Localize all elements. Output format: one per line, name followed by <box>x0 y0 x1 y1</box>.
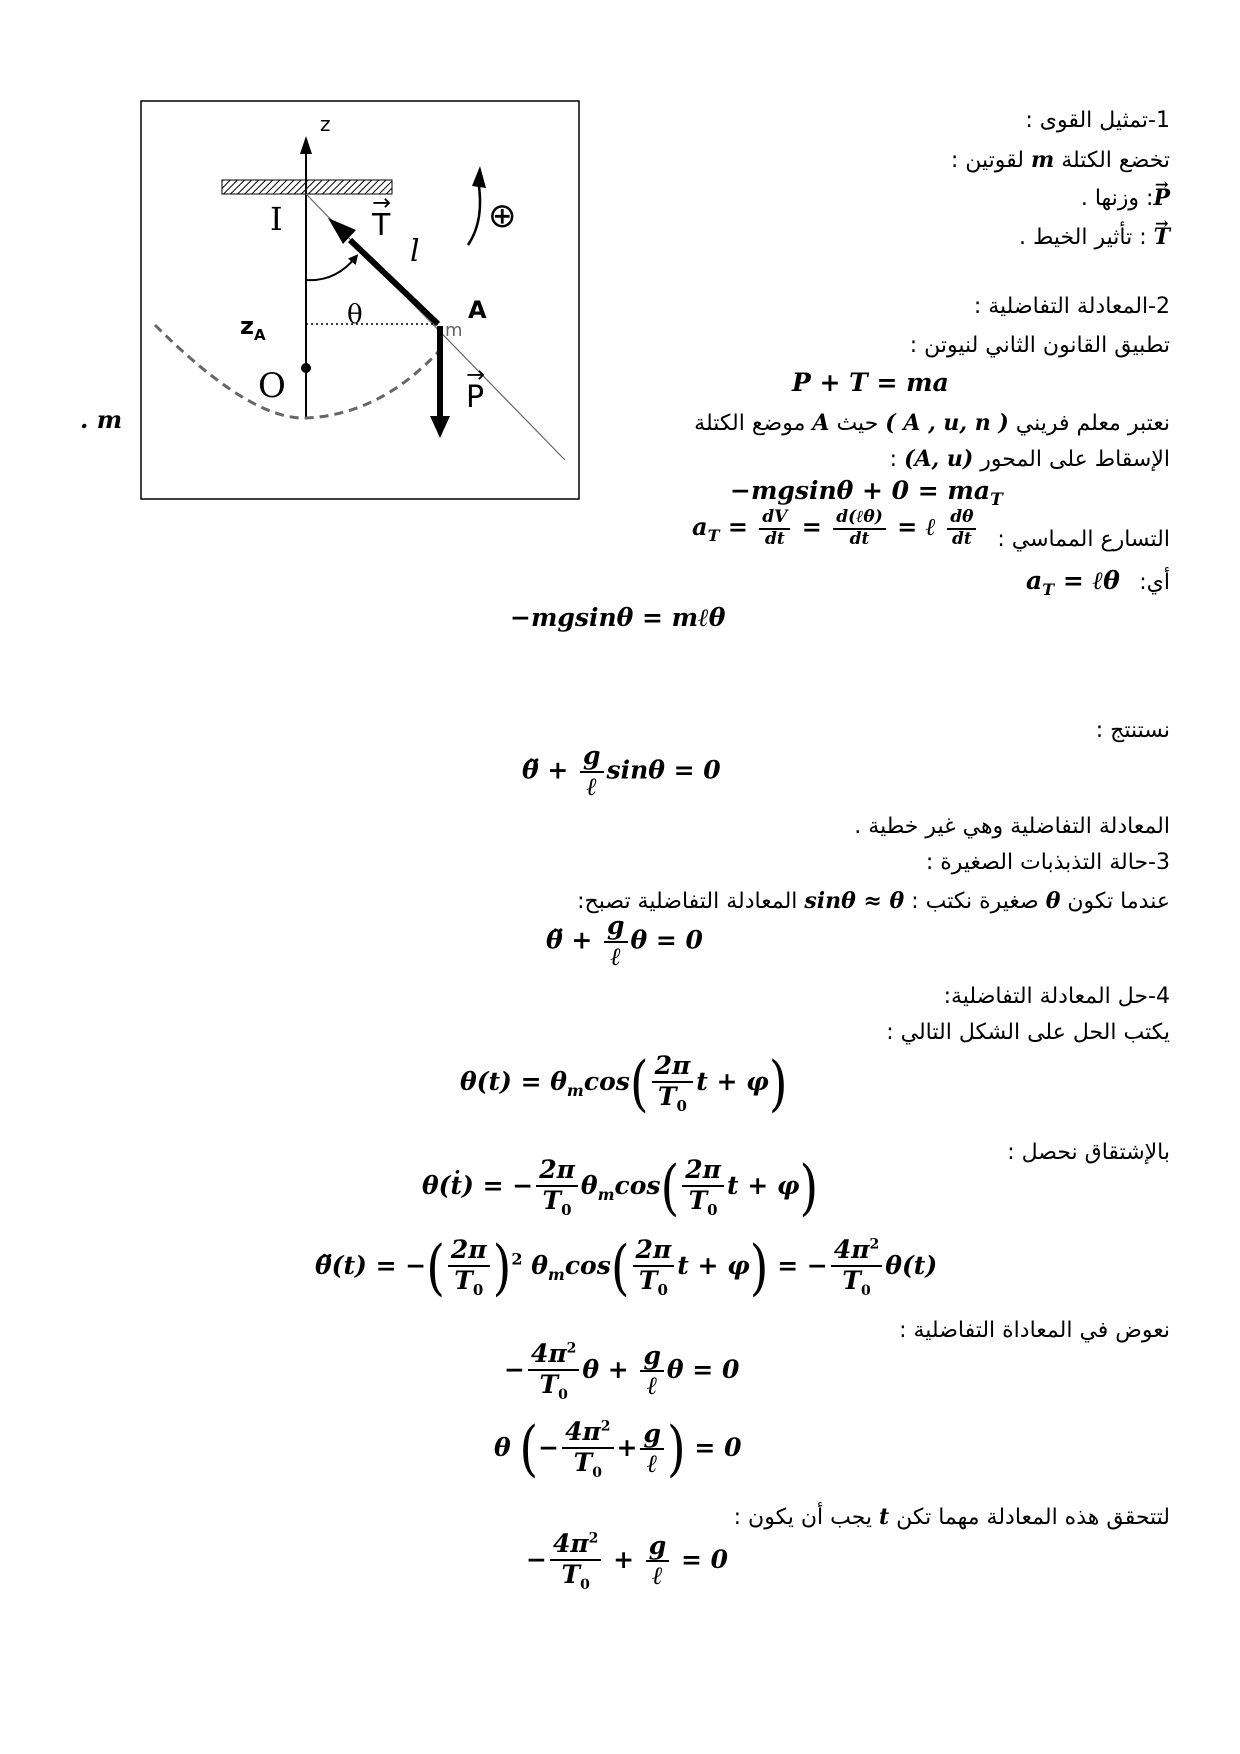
eq-proj-sub: T <box>990 490 1003 510</box>
s2-frenet-A: A <box>812 410 830 436</box>
four-pi-c: 4π <box>565 1417 601 1446</box>
eq-factored: θ (− $\frac{4\pi^2}{T_0}$ + $\frac{g}{\text{ℓ}}$ ) = 0 <box>494 1414 742 1485</box>
s1-text-a: تخضع الكتلة <box>1054 148 1170 173</box>
four-pi: 4π <box>833 1235 870 1265</box>
four-pi-b: 4π <box>530 1339 567 1368</box>
s2-proj-a: الإسقاط على المحور <box>973 447 1170 472</box>
paren-open-d: ( <box>610 1232 630 1303</box>
sol-m-c: m <box>547 1265 565 1284</box>
section1-line1 <box>951 143 1170 178</box>
s1-P-text: : وزنها . <box>1080 186 1154 211</box>
eq-proj-text: −mgsinθ + 0 = ma <box>730 476 991 505</box>
T0-T-e: T <box>638 1265 658 1295</box>
frac-T0 <box>652 1083 694 1115</box>
T0-zero-e: 0 <box>657 1280 668 1299</box>
four-pi-sq: 2 <box>869 1236 880 1253</box>
sol-m-b: m <box>597 1185 615 1204</box>
s1-T-symbol: → T <box>1154 220 1170 254</box>
section2-newton: تطبيق القانون الثاني لنيوتن : <box>909 333 1170 358</box>
frac-2pi-e: 2π <box>633 1236 675 1267</box>
paren-open-b: ( <box>660 1152 680 1223</box>
section2-nonlinear: المعادلة التفاضلية وهي غير خطية . <box>854 814 1170 839</box>
sol-cos-c: cos <box>564 1251 611 1280</box>
frac-l-2: ℓ <box>610 941 622 971</box>
T02-zero: 0 <box>860 1282 871 1299</box>
T02-T-c: T <box>573 1447 593 1477</box>
frac-T02-den-c <box>562 1449 613 1481</box>
frac-2pi: 2π <box>652 1052 694 1083</box>
T0-T: T <box>657 1081 677 1111</box>
paren-open: ( <box>629 1048 649 1119</box>
eq-ie-a: a <box>1026 566 1043 595</box>
T0-zero: 0 <box>676 1096 687 1115</box>
eq-small-rest: θ = 0 <box>630 925 703 955</box>
s2-proj-sys: (A, u) <box>904 446 974 472</box>
frac-g-l-4 <box>640 1420 663 1480</box>
square-exp: 2 <box>511 1249 523 1269</box>
frac-2pi-b: 2π <box>536 1156 578 1187</box>
frac-T0-d <box>448 1267 490 1299</box>
frac-2pi-d: 2π <box>448 1236 490 1267</box>
frac-dl-num: d(ℓθ) <box>833 508 886 530</box>
s1-T-text: : تأثير الخيط . <box>1018 225 1154 250</box>
sol-cos: cos <box>583 1067 630 1096</box>
T02-T-b: T <box>539 1369 559 1399</box>
frac-dth-den: dt <box>951 528 972 549</box>
T02-zero-c: 0 <box>592 1464 602 1481</box>
s3-theta: θ <box>1045 888 1061 914</box>
s2-frenet-a: نعتبر معلم فريني <box>1008 411 1170 436</box>
section4-condition <box>734 1500 1170 1535</box>
label-P: → P <box>466 380 484 415</box>
eq-first-derivative: θ(ṫ) = − $\frac{2\pi}{T_0}$ $\theta_m\cos$( $\frac{2\pi}{T_0}$ t + φ) <box>422 1152 819 1223</box>
label-zA-sub: A <box>253 325 266 344</box>
frac-2pi-T0-b <box>536 1156 578 1219</box>
frac-l: ℓ <box>586 771 598 801</box>
label-T: → T <box>372 208 390 243</box>
frac-4pi2-num-c <box>562 1418 613 1449</box>
label-T-vector <box>372 208 390 243</box>
s3-c: المعادلة التفاضلية تصبح: <box>577 889 805 914</box>
frac-4pi2-T02-c <box>562 1418 613 1481</box>
section2-frenet <box>694 406 1170 441</box>
s4-cond-t: t <box>879 1504 890 1530</box>
frac-T0-c <box>682 1187 724 1219</box>
label-I: I <box>270 200 283 238</box>
eq-ie-rhs: ℓθ <box>1092 566 1120 595</box>
section2-conclude: نستنتج : <box>1095 718 1170 743</box>
sol-tail-c: t + φ <box>677 1251 750 1280</box>
paren-close: ) <box>768 1048 788 1119</box>
eq-nl-rest: sinθ = 0 <box>606 755 721 785</box>
label-theta: θ <box>347 300 363 330</box>
frac-T02-den <box>831 1267 882 1299</box>
s4-cond-b: يجب أن يكون : <box>733 1505 880 1530</box>
frac-g-l-2 <box>604 912 627 972</box>
four-pi-sq-d: 2 <box>588 1530 599 1547</box>
label-O: O <box>258 366 286 406</box>
frac-g-l <box>580 742 603 802</box>
eq-ie: $a_T$ = ℓθ <box>1026 566 1120 599</box>
four-pi-sq-c: 2 <box>600 1418 611 1435</box>
T02-zero-b: 0 <box>558 1386 568 1403</box>
eq-nonlinear: θ̈ + $\frac{g}{\text{ℓ}}$ sinθ = 0 <box>522 741 721 801</box>
eq-projection <box>730 476 1003 510</box>
frac-dv-dt <box>759 508 790 549</box>
T0-zero-d: 0 <box>472 1280 484 1299</box>
eq-solution <box>460 1048 788 1119</box>
frac-2pi-T0-e <box>633 1236 675 1299</box>
label-z: z <box>320 112 331 136</box>
s2-frenet-b: حيث <box>829 411 886 436</box>
eq-newton <box>792 368 949 397</box>
paren-close-e: ) <box>666 1414 686 1485</box>
T0-T-b: T <box>542 1185 562 1215</box>
eq-result-text: −mgsinθ = mℓθ <box>510 603 726 632</box>
frac-l-5: ℓ <box>652 1561 663 1591</box>
condition-zero: 0 <box>710 1544 729 1574</box>
frac-g-l-5 <box>646 1532 669 1592</box>
frac-2pi-T0-d <box>448 1236 490 1299</box>
section4-form: يكتب الحل على الشكل التالي : <box>886 1020 1170 1045</box>
label-P-vector <box>466 380 484 415</box>
frac-dl-den: dt <box>849 528 870 549</box>
frac-4pi2-T02-d <box>550 1530 601 1593</box>
eq-second-derivative: θ̈(t) = −( $\frac{2\pi}{T_0}$ )$^2$ $\theta_m\cos$( $\frac{2\pi}{T_0}$ t + φ) = − $\frac{4\pi^2}{T_0}$ θ(t) <box>315 1232 938 1303</box>
eq-subst-rest: θ = 0 <box>666 1354 740 1384</box>
label-zA <box>240 312 266 344</box>
frac-4pi2-T02-b <box>528 1340 579 1403</box>
sol-cos-b: cos <box>614 1171 661 1200</box>
T0-zero-c: 0 <box>707 1200 718 1219</box>
frac-g-3: g <box>640 1342 663 1373</box>
frac-g-2: g <box>604 912 627 943</box>
frac-dltheta-dt <box>833 508 886 549</box>
section3-title: 3-حالة التذبذبات الصغيرة : <box>925 850 1170 875</box>
paren-close-d: ) <box>749 1232 769 1303</box>
paren-open-e: ( <box>519 1414 539 1485</box>
s2-frenet-sys: ( A , u, n ) <box>885 410 1009 436</box>
section4-substitute: نعوض في المعاداة التفاضلية : <box>899 1318 1170 1343</box>
T02-zero-d: 0 <box>580 1576 590 1593</box>
frac-4pi2-num-d <box>550 1530 601 1561</box>
frac-g-l-3 <box>640 1342 663 1402</box>
frac-l-3: ℓ <box>646 1371 658 1401</box>
side-mass-label: . m <box>80 405 123 434</box>
eq-tang-a: a <box>692 512 708 542</box>
factored-zero: 0 <box>724 1432 742 1462</box>
frac-4pi2-T02 <box>831 1236 882 1299</box>
T02-T: T <box>842 1265 861 1295</box>
eq-newton-text: P + T = ma <box>792 368 949 397</box>
s2-proj-b: : <box>889 447 905 472</box>
frac-T0-b <box>536 1187 578 1219</box>
pendulum-figure <box>140 100 580 500</box>
origin-point <box>301 363 311 373</box>
eq-tang-ell: ℓ <box>925 512 936 542</box>
frac-T02-den-b <box>528 1371 579 1403</box>
s2-frenet-c: موضع الكتلة <box>694 411 813 436</box>
label-zA-main: z <box>240 312 254 340</box>
paren-close-c: ) <box>492 1232 512 1303</box>
eq-small-oscillation: θ̈ + $\frac{g}{\text{ℓ}}$ θ = 0 <box>546 911 703 971</box>
sol-tail-b: t + φ <box>726 1171 800 1200</box>
eq-substitution: − $\frac{4\pi^2}{T_0}$ θ + $\frac{g}{\text{ℓ}}$ θ = 0 <box>504 1339 740 1403</box>
T0-zero-b: 0 <box>561 1200 572 1219</box>
s4-cond-a: لتتحقق هذه المعادلة مهما تكن <box>889 1505 1170 1530</box>
frac-dth-num: dθ <box>947 508 976 530</box>
paren-open-c: ( <box>426 1232 445 1303</box>
frac-2pi-c: 2π <box>682 1156 724 1187</box>
sol-lhs: θ(t) = θ <box>460 1067 567 1096</box>
frac-dv-num: dV <box>759 508 790 530</box>
T02-T-d: T <box>561 1559 581 1589</box>
section4-derive: بالإشتقاق نحصل : <box>1007 1140 1170 1165</box>
frac-4pi2-num <box>831 1236 882 1267</box>
section2-ie <box>1139 566 1170 600</box>
frac-dv-den: dt <box>764 528 785 549</box>
frac-g: g <box>580 742 603 773</box>
frac-2pi-T0-c <box>682 1156 724 1219</box>
section1-T <box>1019 220 1170 255</box>
T0-T-c: T <box>688 1185 708 1215</box>
label-oplus: ⊕ <box>488 196 517 236</box>
section1-title: 1-تمثيل القوى : <box>1025 108 1170 133</box>
eq-ie-sub: T <box>1042 580 1055 599</box>
frac-T02-den-d <box>550 1561 601 1593</box>
s1-text-b: لقوتين : <box>950 148 1031 173</box>
frac-l-4: ℓ <box>646 1449 658 1479</box>
section2-projection <box>890 442 1170 477</box>
frac-g-4: g <box>640 1420 663 1451</box>
eq-tang-sub: T <box>707 525 720 545</box>
s1-mass: m <box>1030 147 1055 173</box>
section4-title: 4-حل المعادلة التفاضلية: <box>943 984 1170 1009</box>
sol-m: m <box>566 1081 584 1100</box>
T0-T-d: T <box>454 1265 473 1295</box>
four-pi-sq-b: 2 <box>566 1340 577 1357</box>
s1-P-symbol: → P <box>1153 181 1170 215</box>
frac-T0-e <box>633 1267 675 1299</box>
frac-2pi-T0 <box>652 1052 694 1115</box>
eq-condition: − $\frac{4\pi^2}{T_0}$ + $\frac{g}{\text{ℓ}}$ = 0 <box>526 1529 729 1593</box>
eq-result <box>510 603 725 633</box>
s2-ie-label: أي: <box>1139 570 1170 595</box>
label-A: A <box>468 296 487 324</box>
frac-4pi2-num-b <box>528 1340 579 1371</box>
label-m: m <box>445 320 463 341</box>
section2-tangential-label: التسارع المماسي : <box>997 527 1170 552</box>
s3-b: صغيرة نكتب : <box>904 889 1046 914</box>
four-pi-d: 4π <box>552 1529 589 1558</box>
paren-close-b: ) <box>799 1152 819 1223</box>
section2-title: 2-المعادلة التفاضلية : <box>973 294 1170 319</box>
s3-approx: sinθ ≈ θ <box>804 888 905 914</box>
s3-a: عندما تكون <box>1060 889 1170 914</box>
frac-g-5: g <box>646 1532 669 1563</box>
sol-tail: t + φ <box>696 1067 769 1096</box>
eq-tangential: $a_T$ = $\frac{dV}{dt}$ = $\frac{\text{d(ℓθ)}}{dt}$ = ℓ $\frac{d\theta}{dt}$ <box>692 508 979 549</box>
label-l: l <box>410 234 420 269</box>
frac-dtheta-dt <box>947 508 976 549</box>
